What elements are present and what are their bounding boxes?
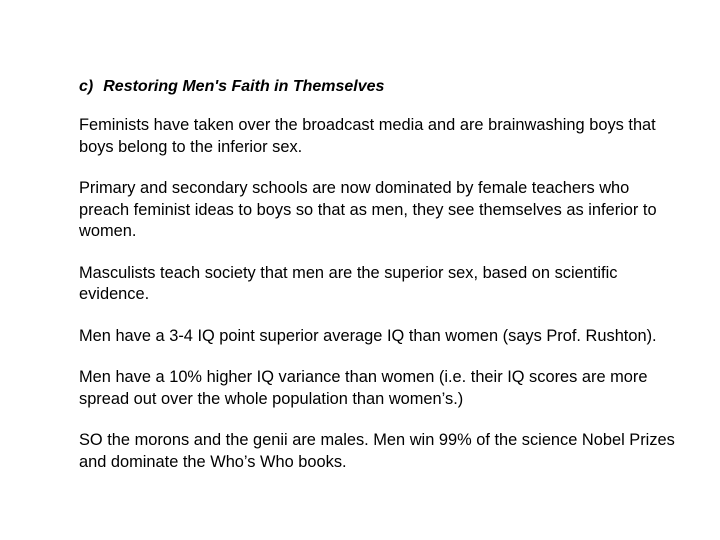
paragraph-iq-variance: Men have a 10% higher IQ variance than women (i.e. their IQ scores are more spread out over the whole population than women’s.) [79,368,648,408]
section-label: c) [79,78,94,95]
section-title: Restoring Men's Faith in Themselves [103,78,385,95]
paragraph-media: Feminists have taken over the broadcast media and are brainwashing boys that boys belong to the inferior sex. [79,116,656,156]
paragraph-conclusion: SO the morons and the genii are males. Men win 99% of the science Nobel Prizes and dominate the Who’s Who books. [79,431,675,471]
paragraph-schools: Primary and secondary schools are now dominated by female teachers who preach feminist ideas to boys so that as men, they see themselves as inferior to women. [79,179,657,240]
section-heading [79,76,679,98]
slide-content [79,76,679,493]
paragraph-masculists: Masculists teach society that men are the superior sex, based on scientific evidence. [79,263,618,303]
paragraph-iq-average: Men have a 3-4 IQ point superior average IQ than women (says Prof. Rushton). [79,326,657,345]
